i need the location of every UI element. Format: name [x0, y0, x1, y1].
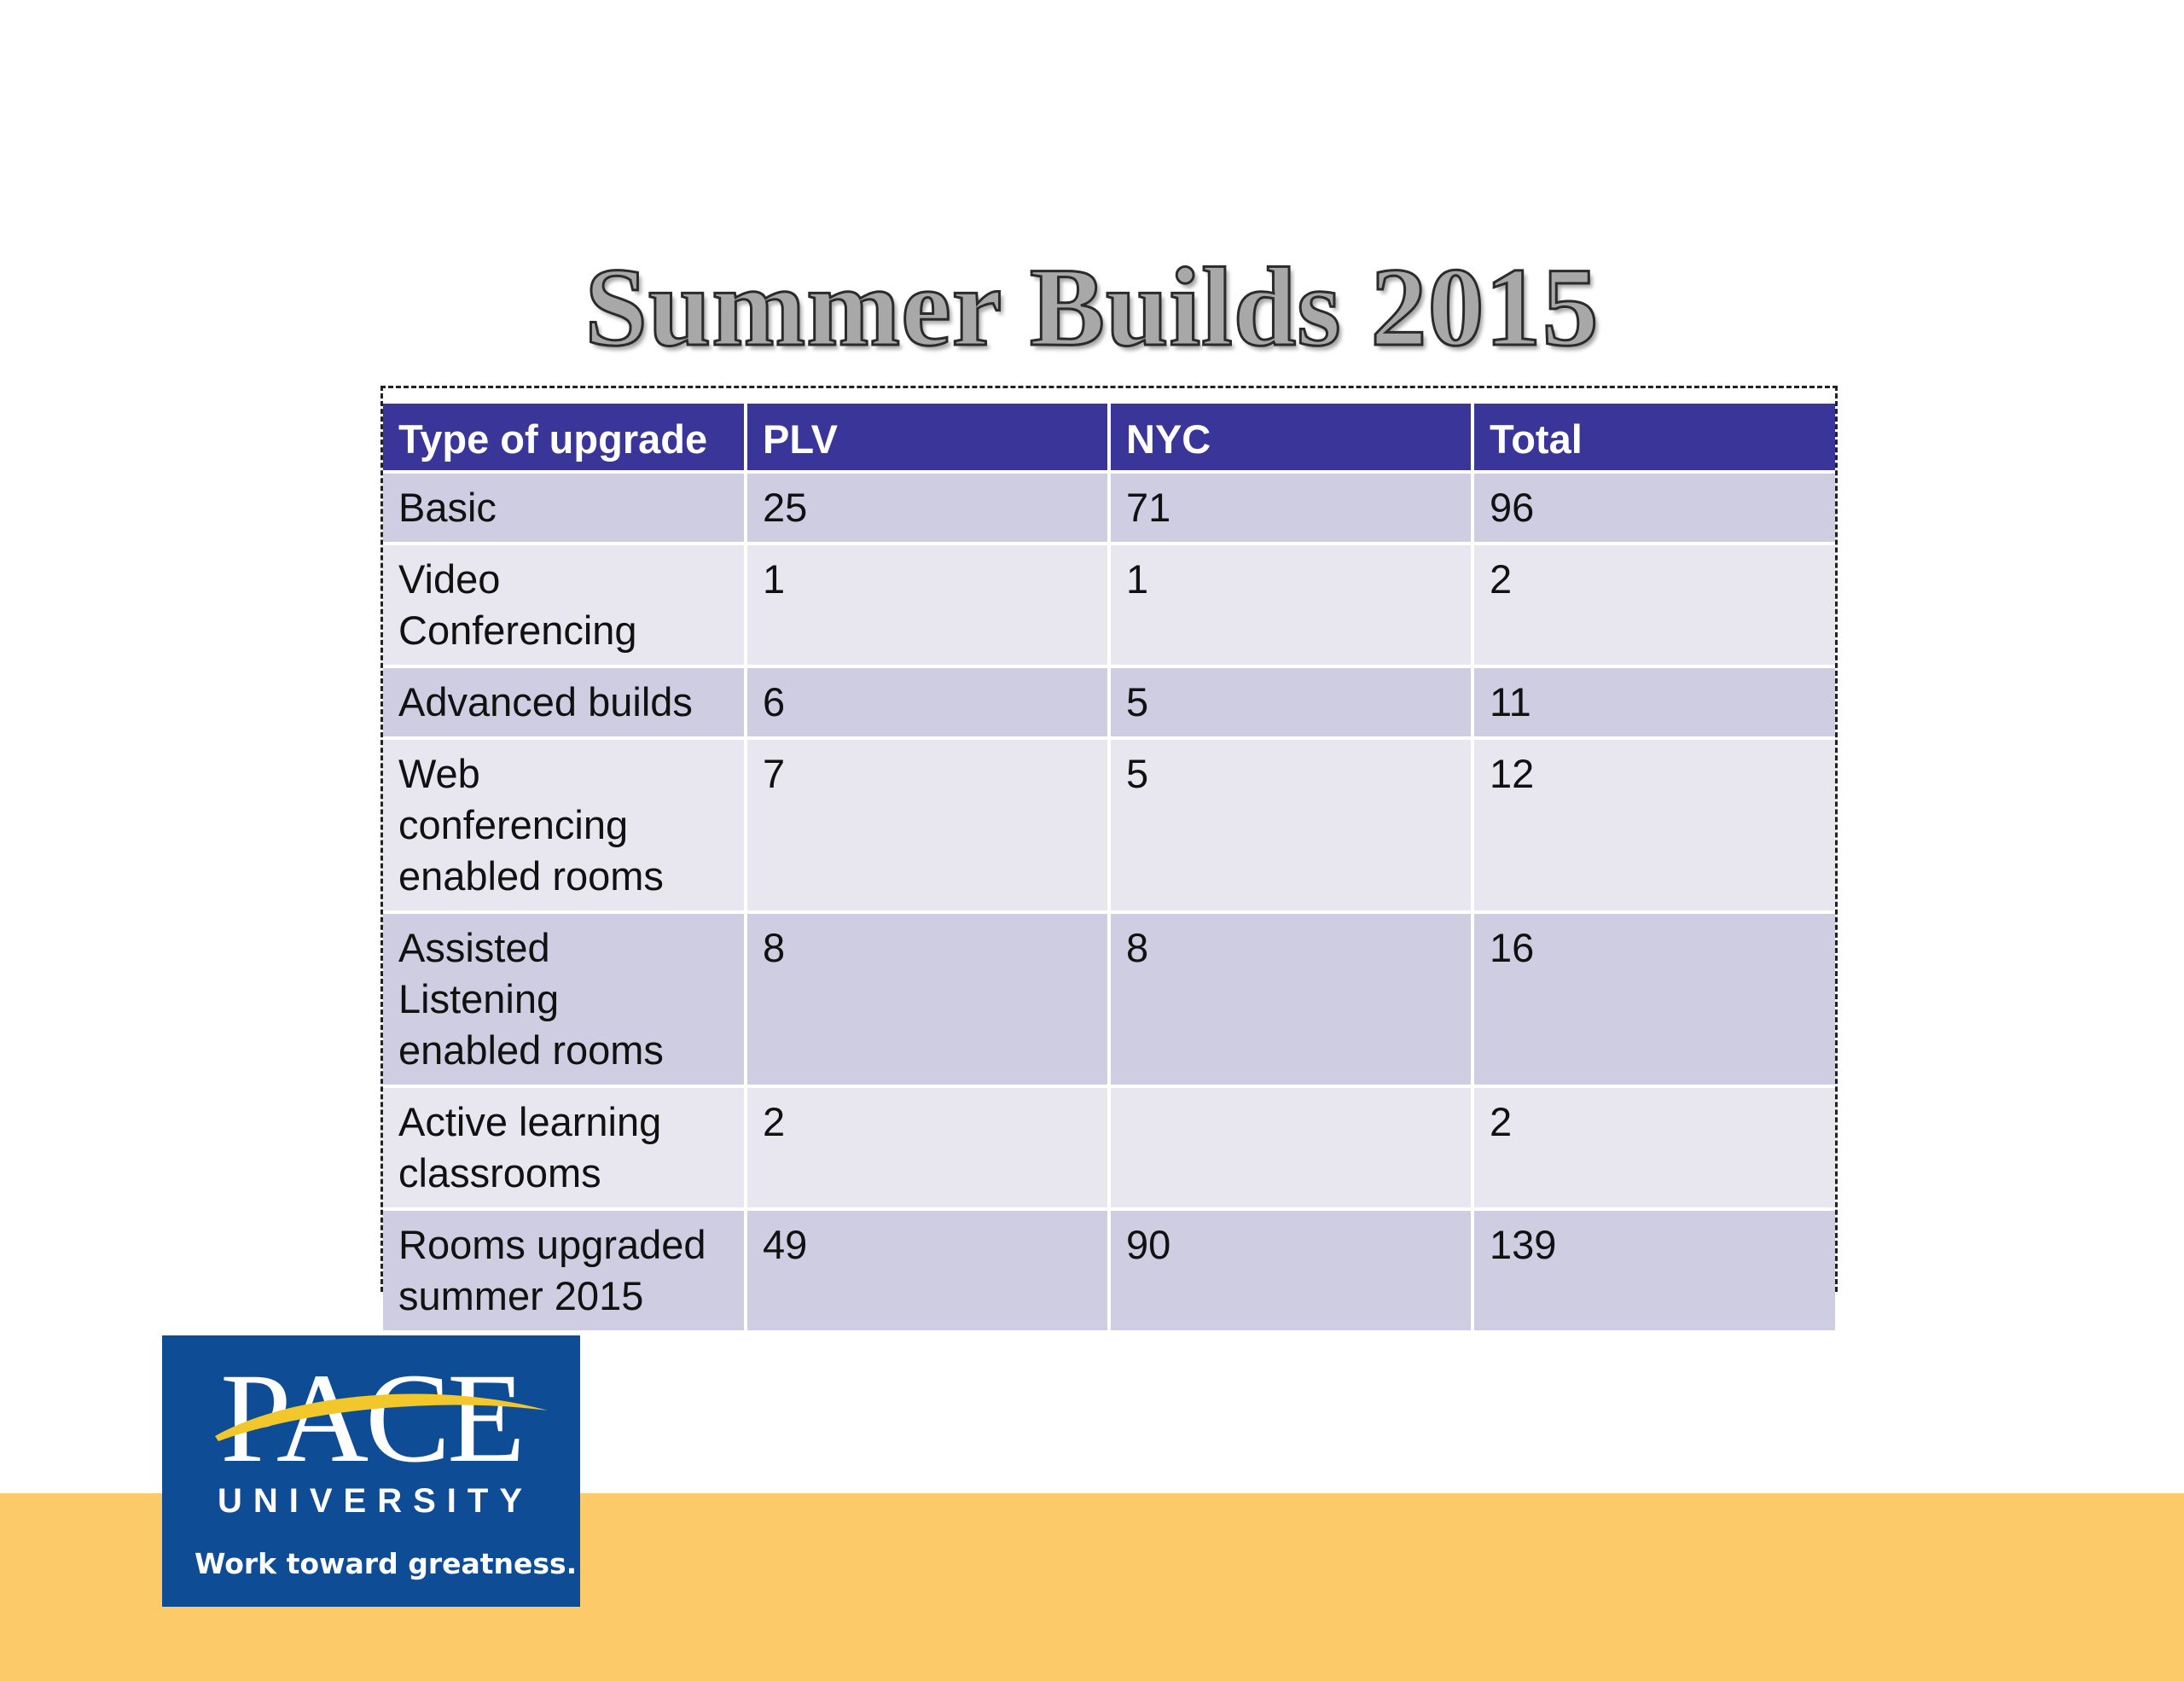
cell-plv: 25	[746, 472, 1109, 544]
table-row	[383, 912, 1835, 1086]
cell-type: Assisted Listening enabled rooms	[383, 912, 746, 1086]
cell-nyc: 5	[1109, 666, 1472, 738]
cell-nyc: 71	[1109, 472, 1472, 544]
table-row	[383, 666, 1835, 738]
cell-plv: 1	[746, 544, 1109, 666]
table-header-row	[383, 404, 1835, 472]
cell-type: Rooms upgraded summer 2015	[383, 1209, 746, 1330]
table-row	[383, 738, 1835, 912]
cell-plv: 7	[746, 738, 1109, 912]
table-row	[383, 1209, 1835, 1330]
cell-type: Video Conferencing	[383, 544, 746, 666]
cell-total: 139	[1472, 1209, 1835, 1330]
logo-subtitle: UNIVERSITY	[217, 1482, 534, 1520]
cell-type: Advanced builds	[383, 666, 746, 738]
cell-total: 96	[1472, 472, 1835, 544]
header-plv: PLV	[746, 404, 1109, 472]
cell-total: 12	[1472, 738, 1835, 912]
cell-nyc: 1	[1109, 544, 1472, 666]
cell-nyc	[1109, 1086, 1472, 1209]
cell-plv: 49	[746, 1209, 1109, 1330]
cell-type: Basic	[383, 472, 746, 544]
cell-total: 2	[1472, 544, 1835, 666]
pace-university-logo	[162, 1335, 580, 1607]
logo-tagline: Work toward greatness.	[195, 1547, 578, 1580]
cell-type: Web conferencing enabled rooms	[383, 738, 746, 912]
table-row	[383, 1086, 1835, 1209]
logo-wordmark: PACE	[220, 1347, 522, 1489]
cell-nyc: 90	[1109, 1209, 1472, 1330]
upgrades-table	[383, 404, 1835, 1330]
table-row	[383, 472, 1835, 544]
cell-plv: 8	[746, 912, 1109, 1086]
cell-nyc: 5	[1109, 738, 1472, 912]
table-row	[383, 544, 1835, 666]
cell-nyc: 8	[1109, 912, 1472, 1086]
cell-plv: 2	[746, 1086, 1109, 1209]
cell-total: 16	[1472, 912, 1835, 1086]
header-total: Total	[1472, 404, 1835, 472]
cell-total: 2	[1472, 1086, 1835, 1209]
header-nyc: NYC	[1109, 404, 1472, 472]
slide-title: Summer Builds 2015	[584, 244, 1600, 369]
cell-total: 11	[1472, 666, 1835, 738]
cell-plv: 6	[746, 666, 1109, 738]
cell-type: Active learning classrooms	[383, 1086, 746, 1209]
header-type-of-upgrade: Type of upgrade	[383, 404, 746, 472]
